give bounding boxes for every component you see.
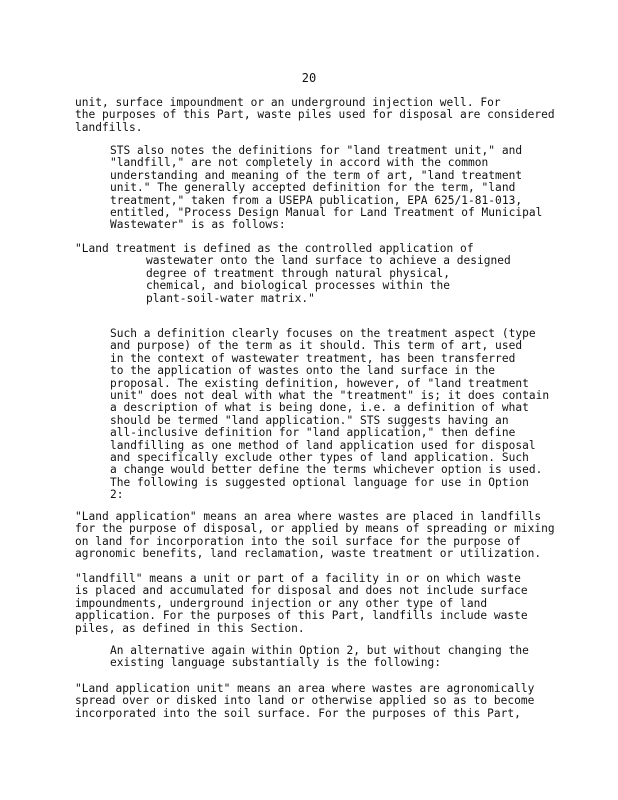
paragraph-land-application-unit-definition bbox=[75, 683, 534, 720]
text-line: agronomic benefits, land reclamation, waste treatment or utilization. bbox=[75, 547, 542, 561]
text-line: 2: bbox=[110, 488, 124, 502]
text-line: a description of what is being done, i.e. a definition of what bbox=[110, 401, 529, 415]
text-line: on land for incorporation into the soil surface for the purpose of bbox=[75, 534, 521, 548]
text-line: a change would better define the terms whichever option is used. bbox=[110, 463, 543, 477]
text-line: spread over or disked into land or otherwise applied so as to become bbox=[75, 694, 535, 708]
text-line: the purposes of this Part, waste piles used for disposal are considered bbox=[75, 108, 555, 122]
text-line: An alternative again within Option 2, but without changing the bbox=[110, 644, 529, 657]
paragraph-land-application-definition bbox=[75, 511, 555, 561]
text-line: "landfill," are not completely in accord with the common bbox=[110, 156, 489, 170]
paragraph-definition-analysis bbox=[110, 328, 549, 502]
text-line: degree of treatment through natural physical, bbox=[146, 266, 450, 280]
text-line: entitled, "Process Design Manual for Land Treatment of Municipal bbox=[110, 206, 543, 220]
text-line: existing language substantially is the following: bbox=[110, 656, 442, 670]
text-line: unit." The generally accepted definition for the term, "land bbox=[110, 181, 516, 195]
text-line: unit, surface impoundment or an underground injection well. For bbox=[75, 96, 501, 109]
text-line: Wastewater" is as follows: bbox=[110, 218, 286, 232]
paragraph-landfill-definition bbox=[75, 573, 528, 635]
text-line: impoundments, underground injection or any other type of land bbox=[75, 596, 488, 610]
text-line: all-inclusive definition for "land application," then define bbox=[110, 426, 516, 440]
text-line: should be termed "land application." STS suggests having an bbox=[110, 413, 509, 427]
text-line: "Land application" means an area where wastes are placed in landfills bbox=[75, 510, 542, 523]
text-line: plant-soil-water matrix." bbox=[146, 291, 315, 305]
text-line: understanding and meaning of the term of art, "land treatment bbox=[110, 168, 523, 182]
text-line: "Land application unit" means an area where wastes are agronomically bbox=[75, 682, 535, 695]
text-line: The following is suggested optional language for use in Option bbox=[110, 475, 529, 489]
paragraph-alternative bbox=[110, 645, 529, 670]
text-line: piles, as defined in this Section. bbox=[75, 621, 305, 635]
text-line: landfills. bbox=[75, 120, 143, 134]
text-line: unit" does not deal with what the "treatment" is; it does contain bbox=[110, 389, 550, 403]
text-line: wastewater onto the land surface to achieve a designed bbox=[146, 254, 511, 268]
text-line: for the purpose of disposal, or applied by means of spreading or mixing bbox=[75, 522, 555, 536]
paragraph-intro bbox=[75, 97, 555, 134]
page-number: 20 bbox=[301, 71, 317, 85]
text-line: chemical, and biological processes within the bbox=[146, 279, 450, 293]
text-line: application. For the purposes of this Part, landfills include waste bbox=[75, 609, 528, 623]
text-line: treatment," taken from a USEPA publication, EPA 625/1-81-013, bbox=[110, 193, 523, 207]
text-line: STS also notes the definitions for "land treatment unit," and bbox=[110, 144, 523, 157]
text-line: "landfill" means a unit or part of a facility in or on which waste bbox=[75, 572, 521, 585]
text-line: "Land treatment is defined as the controlled application of bbox=[75, 242, 474, 255]
text-line: to the application of wastes onto the land surface in the bbox=[110, 364, 496, 378]
text-line: proposal. The existing definition, however, of "land treatment bbox=[110, 376, 529, 390]
paragraph-sts-definitions bbox=[110, 145, 542, 232]
text-line: is placed and accumulated for disposal and does not include surface bbox=[75, 584, 528, 598]
text-line: in the context of wastewater treatment, has been transferred bbox=[110, 351, 516, 365]
block-quote-definition bbox=[75, 243, 511, 305]
text-line: and purpose) of the term as it should. This term of art, used bbox=[110, 339, 523, 353]
text-line: incorporated into the soil surface. For the purposes of this Part, bbox=[75, 706, 521, 720]
text-line: Such a definition clearly focuses on the treatment aspect (type bbox=[110, 327, 536, 340]
text-line: and specifically exclude other types of land application. Such bbox=[110, 451, 529, 465]
text-line: landfilling as one method of land application used for disposal bbox=[110, 438, 536, 452]
